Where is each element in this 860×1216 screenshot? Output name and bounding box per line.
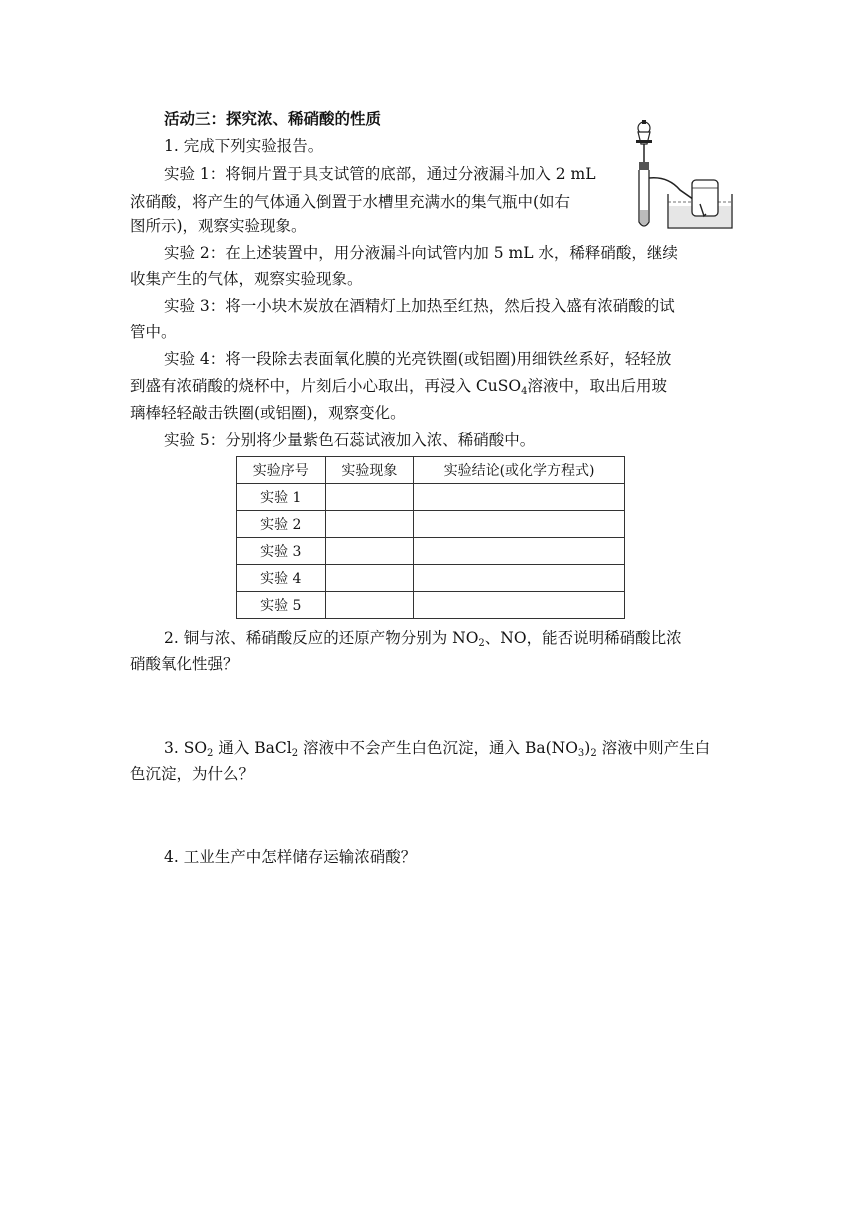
table-row (237, 538, 625, 565)
row-label: 实验 4 (237, 565, 326, 592)
q3-line2: 色沉淀，为什么？ (130, 765, 255, 783)
exp1-line3: 图所示)，观察实验现象。 (130, 217, 307, 235)
exp5-line1: 实验 5：分别将少量紫色石蕊试液加入浓、稀硝酸中。 (164, 431, 536, 449)
exp2-line1: 实验 2：在上述装置中，用分液漏斗向试管内加 5 mL 水，稀释硝酸，继续 (164, 244, 678, 262)
table-header-cell: 实验结论(或化学方程式) (414, 457, 625, 484)
conclusion-cell[interactable] (414, 565, 625, 592)
conclusion-cell[interactable] (414, 538, 625, 565)
q4-line: 4. 工业生产中怎样储存运输浓硝酸？ (164, 848, 417, 866)
row-label: 实验 1 (237, 484, 326, 511)
apparatus-diagram (628, 118, 738, 234)
conclusion-cell[interactable] (414, 511, 625, 538)
phenomenon-cell[interactable] (325, 565, 414, 592)
phenomenon-cell[interactable] (325, 484, 414, 511)
q2-line2: 硝酸氧化性强？ (130, 655, 239, 673)
q3-line1: 3. $SO_2$ 通入 BaCl$_2$ 溶液中不会产生白色沉淀，通入 $Ba(NO_3)_2$ 溶液中则产生白 (164, 739, 711, 759)
activity-heading: 活动三：探究浓、稀硝酸的性质 (164, 109, 382, 128)
row-label: 实验 2 (237, 511, 326, 538)
experiment-report-table (236, 456, 625, 619)
q1-title: 1. 完成下列实验报告。 (164, 137, 324, 155)
exp4-line2: 到盛有浓硝酸的烧杯中，片刻后小心取出，再浸入 CuSO$_4$溶液中，取出后用玻 (130, 377, 667, 397)
table-row (237, 592, 625, 619)
phenomenon-cell[interactable] (325, 592, 414, 619)
table-row (237, 484, 625, 511)
table-header-cell: 实验现象 (325, 457, 414, 484)
phenomenon-cell[interactable] (325, 511, 414, 538)
q2-line1: 2. 铜与浓、稀硝酸反应的还原产物分别为 $NO_2$、NO，能否说明稀硝酸比浓 (164, 629, 682, 649)
table-row (237, 511, 625, 538)
phenomenon-cell[interactable] (325, 538, 414, 565)
exp4-line1: 实验 4：将一段除去表面氧化膜的光亮铁圈(或铝圈)用细铁丝系好，轻轻放 (164, 350, 672, 368)
table-row (237, 565, 625, 592)
table-header-row (237, 457, 625, 484)
row-label: 实验 3 (237, 538, 326, 565)
conclusion-cell[interactable] (414, 484, 625, 511)
table-header-cell: 实验序号 (237, 457, 326, 484)
conclusion-cell[interactable] (414, 592, 625, 619)
exp1-line2: 浓硝酸，将产生的气体通入倒置于水槽里充满水的集气瓶中(如右 (130, 193, 571, 211)
exp2-line2: 收集产生的气体，观察实验现象。 (130, 270, 363, 288)
exp1-line1: 实验 1：将铜片置于具支试管的底部，通过分液漏斗加入 2 mL (164, 165, 596, 183)
row-label: 实验 5 (237, 592, 326, 619)
exp3-line2: 管中。 (130, 323, 177, 341)
exp4-line3: 璃棒轻轻敲击铁圈(或铝圈)，观察变化。 (130, 404, 406, 422)
exp3-line1: 实验 3：将一小块木炭放在酒精灯上加热至红热，然后投入盛有浓硝酸的试 (164, 297, 675, 315)
